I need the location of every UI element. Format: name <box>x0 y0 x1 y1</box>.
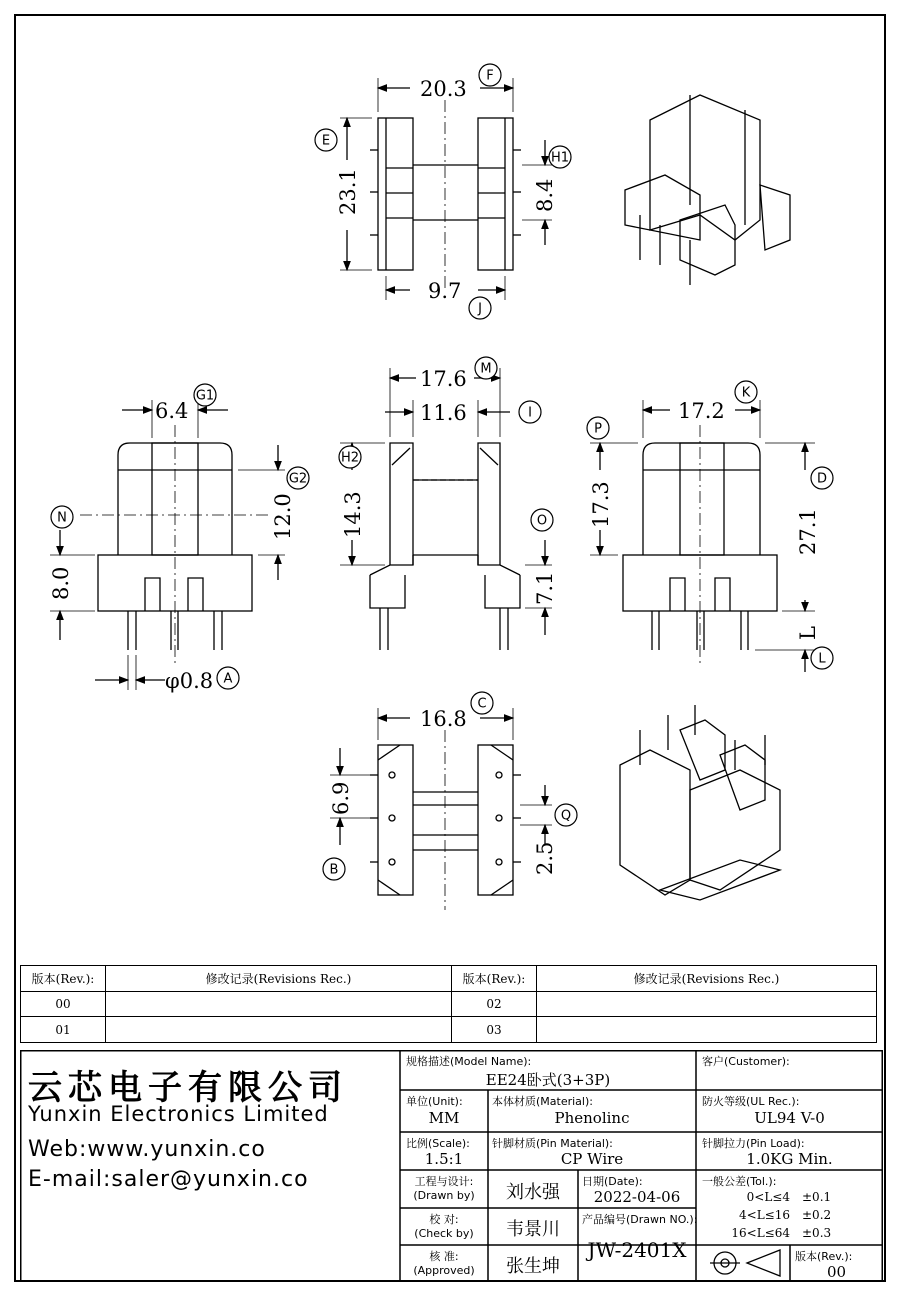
pin-load-label: 针脚拉力(Pin Load): <box>702 1137 805 1150</box>
marker-label: I <box>528 405 532 421</box>
rec-header-left: 修改记录(Revisions Rec.) <box>106 966 452 992</box>
pin-material-label: 针脚材质(Pin Material): <box>492 1137 613 1150</box>
marker-label: M <box>480 361 492 377</box>
check-label-cn: 校 对: <box>429 1213 459 1226</box>
model-value: EE24卧式(3+3P) <box>485 1071 611 1089</box>
drawn-label-en: (Drawn by) <box>413 1189 475 1202</box>
rec-cell <box>537 991 877 1017</box>
tol-value: ±0.3 <box>802 1226 832 1240</box>
tol-value: ±0.1 <box>802 1190 832 1204</box>
material-label: 本体材质(Material): <box>492 1095 593 1108</box>
marker-label: G1 <box>195 388 215 404</box>
company-web: Web:www.yunxin.co <box>28 1137 266 1162</box>
dim-top-width: 20.3 <box>420 77 467 101</box>
dim-right-height: 17.3 <box>589 481 613 528</box>
marker-label: P <box>594 421 602 437</box>
marker-label: D <box>816 471 828 487</box>
marker-label: K <box>741 385 751 401</box>
rec-header-right: 修改记录(Revisions Rec.) <box>537 966 877 992</box>
rev-row-left: 00 <box>21 991 106 1017</box>
company-name-en: Yunxin Electronics Limited <box>28 1102 329 1126</box>
isometric-view-top <box>625 95 790 285</box>
right-view <box>590 400 815 672</box>
tol-range: 4<L≤16 <box>739 1208 790 1222</box>
revisions-table <box>20 965 877 1043</box>
dim-side-pin: 7.1 <box>533 571 557 605</box>
date-value: 2022-04-06 <box>593 1188 681 1206</box>
material-value: Phenolinc <box>554 1109 630 1127</box>
isometric-view-bottom <box>620 705 780 900</box>
rec-cell <box>537 1017 877 1043</box>
marker-label: N <box>57 510 67 526</box>
marker-label: Q <box>560 808 572 824</box>
approved-value: 张生坤 <box>506 1256 560 1277</box>
company-name-cn: 云芯电子有限公司 <box>28 1068 348 1108</box>
dim-right-pin-length: L <box>796 626 820 640</box>
drawn-label-cn: 工程与设计: <box>414 1175 474 1188</box>
title-block <box>20 1050 883 1282</box>
drawn-value: 刘水强 <box>506 1182 560 1203</box>
tol-range: 0<L≤4 <box>746 1190 790 1204</box>
drawn-no-label: 产品编号(Drawn NO.): <box>582 1213 698 1226</box>
rec-cell <box>106 1017 452 1043</box>
dim-front-width: 6.4 <box>155 399 189 423</box>
marker-label: J <box>478 301 482 317</box>
marker-label: B <box>329 862 339 878</box>
marker-label: A <box>223 671 233 687</box>
unit-label: 单位(Unit): <box>406 1095 463 1108</box>
tol-value: ±0.2 <box>802 1208 832 1222</box>
rev-header-left: 版本(Rev.): <box>21 966 106 992</box>
marker-label: C <box>477 696 487 712</box>
dim-right-width: 17.2 <box>678 399 725 423</box>
customer-label: 客户(Customer): <box>702 1055 790 1068</box>
marker-label: O <box>536 513 548 529</box>
front-view <box>50 400 285 690</box>
dim-bottom-pin-gap: 2.5 <box>533 841 557 875</box>
dim-front-base: 8.0 <box>49 566 73 600</box>
model-label: 规格描述(Model Name): <box>406 1055 532 1068</box>
dim-top-inner: 9.7 <box>428 279 462 303</box>
ul-value: UL94 V-0 <box>754 1109 825 1127</box>
tol-range: 16<L≤64 <box>731 1226 790 1240</box>
marker-label: L <box>818 651 826 667</box>
pin-material-value: CP Wire <box>560 1150 624 1168</box>
approved-label-en: (Approved) <box>413 1264 475 1277</box>
approved-label-cn: 核 准: <box>429 1250 459 1263</box>
drawn-no-value: JW-2401X <box>587 1238 687 1262</box>
dim-front-height: 12.0 <box>271 493 295 540</box>
rev-label: 版本(Rev.): <box>795 1250 853 1263</box>
marker-label: H2 <box>340 450 360 466</box>
marker-label: F <box>486 68 494 84</box>
check-value: 韦景川 <box>506 1219 560 1240</box>
marker-label: G2 <box>288 471 308 487</box>
scale-label: 比例(Scale): <box>406 1137 470 1150</box>
scale-value: 1.5:1 <box>424 1150 464 1168</box>
pin-load-value: 1.0KG Min. <box>746 1150 833 1168</box>
rev-row-left: 01 <box>21 1017 106 1043</box>
unit-value: MM <box>428 1109 460 1127</box>
dim-side-inner: 11.6 <box>420 401 467 425</box>
top-view <box>340 78 552 300</box>
tol-label: 一般公差(Tol.): <box>702 1175 777 1188</box>
bottom-view <box>330 708 552 910</box>
rev-row-right: 03 <box>452 1017 537 1043</box>
dim-top-pitch: 8.4 <box>533 178 557 212</box>
rev-row-right: 02 <box>452 991 537 1017</box>
dim-bottom-width: 16.8 <box>420 707 467 731</box>
dim-top-height: 23.1 <box>336 168 360 215</box>
reference-markers <box>51 64 833 880</box>
rev-value: 00 <box>826 1263 847 1281</box>
rev-header-right: 版本(Rev.): <box>452 966 537 992</box>
dim-right-total: 27.1 <box>796 508 820 555</box>
marker-label: H1 <box>550 150 570 166</box>
marker-label: E <box>321 133 331 149</box>
company-email: E-mail:saler@yunxin.co <box>28 1167 309 1192</box>
rec-cell <box>106 991 452 1017</box>
dim-side-height: 14.3 <box>341 491 365 538</box>
dim-front-pin: φ0.8 <box>165 669 214 693</box>
check-label-en: (Check by) <box>414 1227 474 1240</box>
date-label: 日期(Date): <box>582 1175 643 1188</box>
dim-bottom-pitch: 6.9 <box>329 781 353 815</box>
ul-label: 防火等级(UL Rec.): <box>702 1095 800 1108</box>
dim-side-total: 17.6 <box>420 367 467 391</box>
projection-symbol <box>710 1250 780 1276</box>
